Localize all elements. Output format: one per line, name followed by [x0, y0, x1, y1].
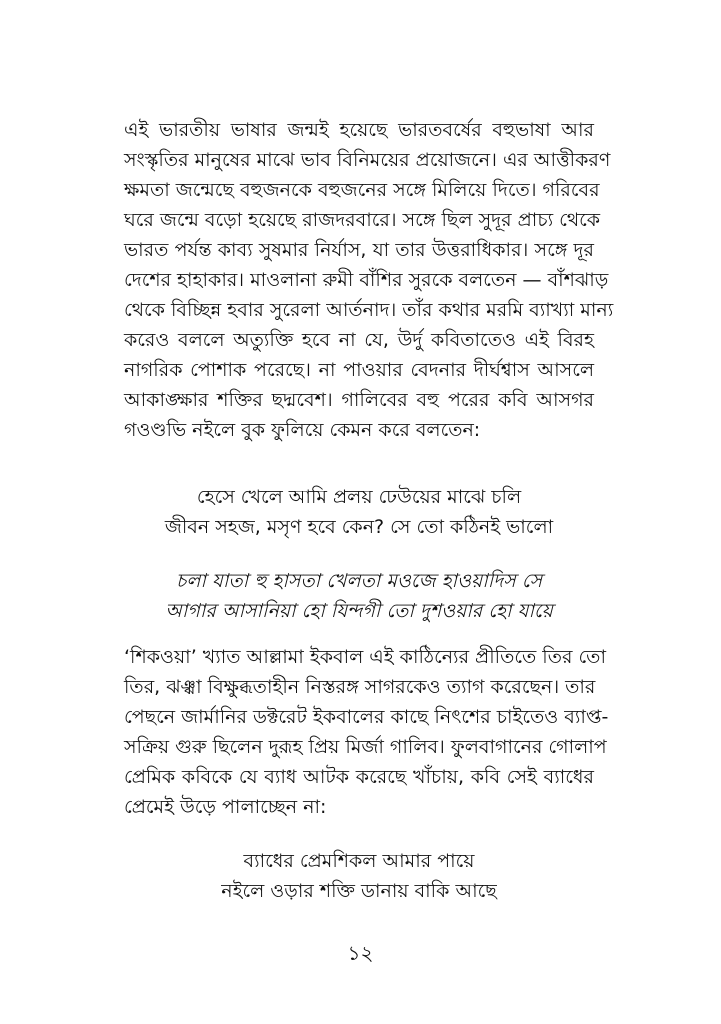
- paragraph-line: পেছনে জার্মানির ডক্টরেট ইকবালের কাছে নিৎশের চাইতেও ব্যাপ্ত-: [124, 706, 609, 728]
- paragraph-line: থেকে বিচ্ছিন্ন হবার সুরেলা আর্তনাদ। তাঁর কথার মরমি ব্যাখ্যা মান্য: [124, 299, 614, 321]
- paragraph-line: দেশের হাহাকার। মাওলানা রুমী বাঁশির সুরকে বলতেন — বাঁশঝাড়: [124, 269, 609, 291]
- verse-line: ব্যাধের প্রেমশিকল আমার পায়ে: [243, 850, 475, 872]
- paragraph-line: প্রেমিক কবিকে যে ব্যাধ আটক করেছে খাঁচায়, কবি সেই ব্যাধের: [124, 766, 594, 788]
- paragraph-line: নাগরিক পোশাক পরেছে। না পাওয়ার বেদনার দীর্ঘশ্বাস আসলে: [124, 359, 594, 381]
- paragraph-line: সক্রিয় গুরু ছিলেন দুরূহ প্রিয় মির্জা গালিব। ফুলবাগানের গোলাপ: [124, 736, 607, 758]
- paragraph-line: তির, ঝঞ্ঝা বিক্ষুব্ধতাহীন নিস্তরঙ্গ সাগরকেও ত্যাগ করেছেন। তার: [124, 676, 596, 698]
- verse-line: জীবন সহজ, মসৃণ হবে কেন? সে তো কঠিনই ভালো: [164, 516, 554, 538]
- verse-bengali: [124, 482, 594, 542]
- paragraph-line: ঘরে জন্মে বড়ো হয়েছে রাজদরবারে। সঙ্গে ছিল সুদূর প্রাচ্য থেকে: [124, 209, 601, 231]
- paragraph-line: ক্ষমতা জন্মেছে বহুজনকে বহুজনের সঙ্গে মিলিয়ে দিতে। গরিবের: [124, 179, 600, 201]
- paragraph-line: করেও বললে অত্যুক্তি হবে না যে, উর্দু কবিতাতেও এই বিরহ: [124, 329, 594, 351]
- paragraph-line: এই ভারতীয় ভাষার জন্মই হয়েছে ভারতবর্ষের বহুভাষা আর: [124, 119, 594, 141]
- verse-line: চলা যাতা হু হাসতা খেলতা মওজে হাওয়াদিস সে: [175, 570, 543, 592]
- paragraph-2: [124, 642, 609, 822]
- verse-closing: [124, 846, 594, 906]
- paragraph-line: প্রেমেই উড়ে পালাচ্ছেন না:: [124, 796, 327, 818]
- paragraph-line: গওণ্ডভি নইলে বুক ফুলিয়ে কেমন করে বলতেন:: [124, 419, 481, 441]
- verse-transliteration: [124, 566, 594, 626]
- paragraph-line: ভারত পর্যন্ত কাব্য সুষমার নির্যাস, যা তার উত্তরাধিকার। সঙ্গে দূর: [124, 239, 594, 261]
- paragraph-line: আকাঙ্ক্ষার শক্তির ছদ্মবেশ। গালিবের বহু পরের কবি আসগর: [124, 389, 594, 411]
- paragraph-line: ‘শিকওয়া’ খ্যাত আল্লামা ইকবাল এই কাঠিন্যের প্রীতিতে তির তো: [124, 646, 606, 668]
- paragraph-1: [124, 115, 614, 445]
- verse-line: হেসে খেলে আমি প্রলয় ঢেউয়ের মাঝে চলি: [196, 486, 522, 508]
- paragraph-line: সংস্কৃতির মানুষের মাঝে ভাব বিনিময়ের প্রয়োজনে। এর আত্তীকরণ: [124, 149, 611, 171]
- verse-line: আগার আসানিয়া হো যিন্দগী তো দুশওয়ার হো যায়ে: [165, 600, 553, 622]
- page-number: ১২: [347, 941, 374, 965]
- verse-line: নইলে ওড়ার শক্তি ডানায় বাকি আছে: [221, 880, 497, 902]
